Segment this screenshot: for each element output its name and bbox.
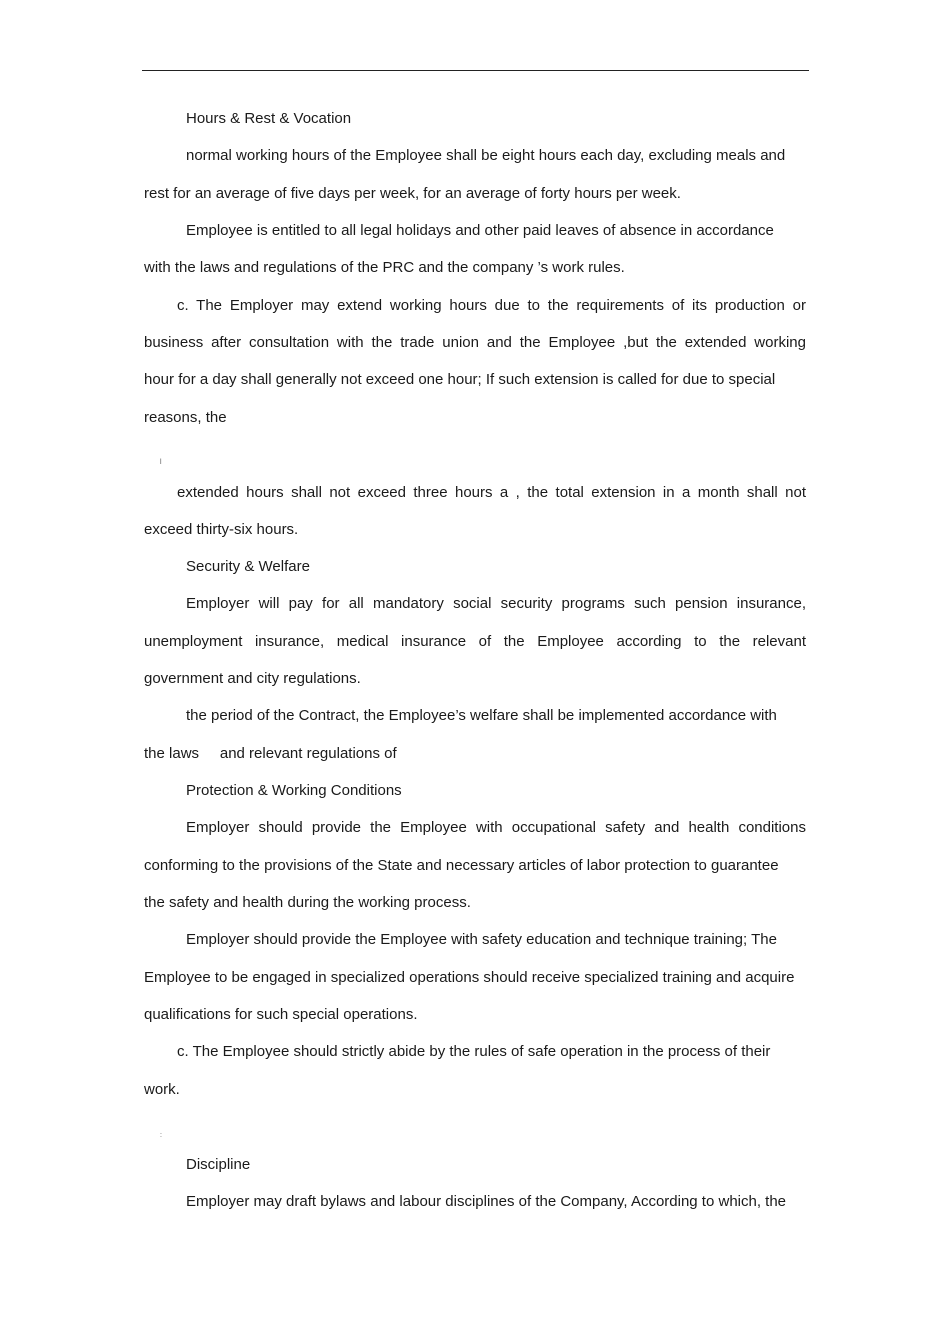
header-rule — [142, 70, 809, 71]
paragraph-line: business after consultation with the trade union and the Employee ,but the extended working — [144, 334, 806, 351]
margin-mark: l — [160, 459, 162, 466]
paragraph-line: c. The Employee should strictly abide by the rules of safe operation in the process of their — [177, 1043, 771, 1060]
paragraph-line: government and city regulations. — [144, 670, 361, 687]
margin-mark: : — [160, 1132, 162, 1139]
paragraph-line: unemployment insurance, medical insurance of the Employee according to the relevant — [144, 633, 806, 650]
paragraph-line: the laws and relevant regulations of — [144, 745, 397, 762]
paragraph-line: c. The Employer may extend working hours due to the requirements of its production or — [177, 297, 806, 314]
paragraph-line: rest for an average of five days per week, for an average of forty hours per week. — [144, 185, 681, 202]
paragraph-line: reasons, the — [144, 409, 227, 426]
paragraph-line: Employer will pay for all mandatory social security programs such pension insurance, — [186, 595, 806, 612]
paragraph-line: Employer should provide the Employee with safety education and technique training; The — [186, 931, 777, 948]
paragraph-line: work. — [144, 1081, 180, 1098]
paragraph-line: normal working hours of the Employee shall be eight hours each day, excluding meals and — [186, 147, 786, 164]
paragraph-line: exceed thirty-six hours. — [144, 521, 299, 538]
paragraph-line: hour for a day shall generally not exceed one hour; If such extension is called for due to special — [144, 371, 776, 388]
paragraph-line: extended hours shall not exceed three hours a , the total extension in a month shall not — [177, 484, 806, 501]
paragraph-line: the period of the Contract, the Employee’s welfare shall be implemented accordance with — [186, 707, 777, 724]
paragraph-line: Employer should provide the Employee with occupational safety and health conditions — [186, 819, 806, 836]
paragraph-line: conforming to the provisions of the State and necessary articles of labor protection to guarantee — [144, 857, 779, 874]
paragraph-line: Employee to be engaged in specialized operations should receive specialized training and acquire — [144, 969, 795, 986]
section-heading-security: Security & Welfare — [186, 558, 310, 575]
section-heading-protection: Protection & Working Conditions — [186, 782, 402, 799]
section-heading-discipline: Discipline — [186, 1156, 251, 1173]
paragraph-line: with the laws and regulations of the PRC and the company ’s work rules. — [144, 259, 625, 276]
paragraph-line: qualifications for such special operations. — [144, 1006, 418, 1023]
paragraph-line: Employee is entitled to all legal holidays and other paid leaves of absence in accordance — [186, 222, 774, 239]
paragraph-line: Employer may draft bylaws and labour disciplines of the Company, According to which, the — [186, 1193, 787, 1210]
paragraph-line: the safety and health during the working process. — [144, 894, 471, 911]
section-heading-hours: Hours & Rest & Vocation — [186, 110, 352, 127]
